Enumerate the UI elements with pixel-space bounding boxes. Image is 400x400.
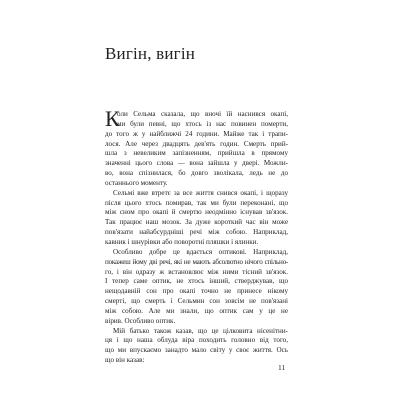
paragraph-line: вірив. Особливо оптик. bbox=[105, 316, 176, 325]
paragraph-line: Мій батько також казав, що це цілковита нісенітни- bbox=[113, 326, 288, 335]
paragraph-line: покажеш йому дві речі, які не мають абсолютно нічого спільно- bbox=[105, 257, 288, 266]
paragraph-line: до того ж у найближчі 24 години. Майже так і трапи- bbox=[105, 129, 288, 138]
paragraph-line: що ми впускаємо занадто мало світу у своє життя. Ось bbox=[105, 346, 288, 355]
body-text bbox=[105, 106, 288, 366]
paragraph-line: К оли Сельма сказала, що вночі їй наснився окапі, bbox=[105, 106, 288, 131]
paragraph-2 bbox=[105, 189, 288, 248]
paragraph-line: що він казав: bbox=[105, 356, 145, 365]
paragraph-line: го, і він одразу ж встановлює між ними тісний зв'язок. bbox=[105, 267, 288, 276]
paragraph-line: кавник і шнурівки або поворотні пляшки і ялинки. bbox=[105, 237, 259, 246]
paragraph-line: лося. Але через двадцять дев'ять годин. Смерть прий- bbox=[105, 139, 288, 148]
paragraph-line: Так працює наш мозок. За дуже короткий час він може bbox=[105, 218, 288, 227]
paragraph-line: во, вона спізнилася, бо довго зволікала, ледь не до bbox=[105, 169, 288, 178]
paragraph-line: нещодавній сон про окапі точно не принесе нікому bbox=[105, 287, 288, 296]
paragraph-line: шла з невеликим запізненням, прийшла в прямому bbox=[105, 149, 288, 158]
paragraph-line: останнього моменту. bbox=[105, 178, 168, 187]
paragraph-line: Особливо добре це вдається оптикові. Наприклад, bbox=[113, 247, 288, 256]
drop-cap: К bbox=[105, 106, 120, 131]
paragraph-line: пов'язати найабсурдніші речі між собою. Наприклад, bbox=[105, 228, 288, 237]
paragraph-1 bbox=[105, 106, 288, 189]
paragraph-line: ми були певні, що хтось із нас повинен померти, bbox=[117, 119, 288, 128]
paragraph-line: Сельмі вже втретє за все життя снився окапі, і щоразу bbox=[113, 188, 288, 197]
paragraph-line: смерті, що смерть і Сельмин сон зовсім не пов'язані bbox=[105, 297, 288, 306]
paragraph-line: між сном про окапі й смертю неодмінно існував зв'язок. bbox=[105, 208, 288, 217]
page-number: 11 bbox=[278, 363, 286, 372]
paragraph-4 bbox=[105, 327, 288, 366]
paragraph-line: ця і що наша облуда віра походить головно від того, bbox=[105, 336, 288, 345]
paragraph-line: І тепер саме оптик, не хтось інший, стверджував, що bbox=[105, 277, 288, 286]
chapter-title: Вигін, вигін bbox=[105, 44, 196, 63]
paragraph-line: після цього хтось помирав, так ми були переконані, що bbox=[105, 198, 288, 207]
paragraph-line: значенні цього слова — вона зайшла у двері. Можли- bbox=[105, 159, 288, 168]
paragraph-3 bbox=[105, 248, 288, 327]
paragraph-line: між собою. Але ми знали, що оптик сам у це не bbox=[105, 306, 288, 315]
